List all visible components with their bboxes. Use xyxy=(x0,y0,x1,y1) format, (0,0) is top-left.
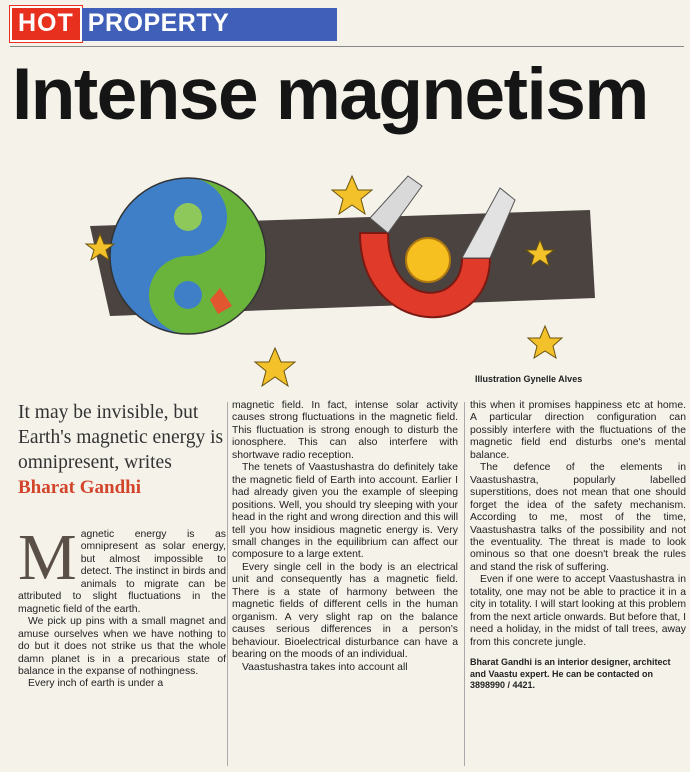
paragraph: We pick up pins with a small magnet and amuse ourselves when we have nothing to do but it does not strike us that the whole damn planet is in a precarious state of balance in the expanse of nothingness. xyxy=(18,616,226,677)
star-3 xyxy=(255,348,295,386)
paragraph: agnetic energy is as omnipresent as solar energy, but almost impossible to detect. The instinct in birds and animals to migrate can be attributed to slight fluctuations in the magnetic field of the earth. xyxy=(18,529,226,615)
column-divider xyxy=(227,402,228,766)
column-divider xyxy=(464,402,465,766)
column-2 xyxy=(232,400,458,674)
paragraph: magnetic field. In fact, intense solar activity causes strong fluctuations in the magnetic field. This fluctuation is strong enough to disturb the ionosphere. This can also interfere with shortwave radio reception. xyxy=(232,400,458,461)
star-1 xyxy=(332,176,372,214)
star-4 xyxy=(528,326,562,358)
column-1 xyxy=(18,400,226,691)
headline: Intense magnetism xyxy=(12,54,648,135)
paragraph: The tenets of Vaastushastra do definitely take the magnetic field of Earth into account. Earlier I had already given you the example of sleeping positions. Well, you should try sleeping with your head in the right and wrong direction and this will tell you how insidious magnetic energy is. Very small changes in the equilibrium can affect our composure to a large extent. xyxy=(232,462,458,561)
paragraph: Even if one were to accept Vaastushastra in totality, one may not be able to practice it in a city in totality. I will start looking at this problem from the next article onwards. But before that, I need a holiday, in the midst of tall trees, away from this concrete jungle. xyxy=(470,574,687,648)
paragraph: Every inch of earth is under a xyxy=(28,678,164,690)
paragraph: Vaastushastra takes into account all xyxy=(242,661,408,673)
illustration-credit: Illustration Gynelle Alves xyxy=(475,374,583,384)
column-3 xyxy=(470,400,686,692)
paragraph: Every single cell in the body is an electrical unit and consequently has a magnetic field. There is a state of harmony between the magnetic fields of different cells in the human organism. A very slight rap on the balance causes serious differences in a person's behaviour. Bioelectrical disturbance can have a bearing on the moods of an individual. xyxy=(232,561,458,661)
illustration xyxy=(70,148,610,398)
earth-globe xyxy=(110,178,266,334)
paragraph: The defence of the elements in Vaastushastra, popularly labelled superstitions, does not mean that one should forget the idea of the safety mechanism. According to me, most of the time, Vaastushastra talks of the possibility and not the eventuality. The threat is made to look ominous so that one doesn't break the rules and stand the risk of suffering. xyxy=(470,462,686,573)
byline: Bharat Gandhi xyxy=(18,477,142,498)
drop-cap: M xyxy=(18,521,77,594)
section-label-property: PROPERTY xyxy=(82,8,337,41)
paragraph: this when it promises happiness etc at home. A particular direction configuration can possibly interfere with the fluctuations of the magnetic field end disturbs one's mental balance. xyxy=(470,400,686,461)
section-masthead xyxy=(10,6,337,42)
column-1-body xyxy=(18,521,226,691)
author-bio: Bharat Gandhi is an interior designer, architect and Vaastu expert. He can be contacted on 3898990 / 4421. xyxy=(470,657,671,691)
standfirst: It may be invisible, but Earth's magnetic energy is omnipresent, writes xyxy=(18,402,224,473)
top-rule xyxy=(10,46,684,47)
section-label-hot: HOT xyxy=(10,6,82,42)
